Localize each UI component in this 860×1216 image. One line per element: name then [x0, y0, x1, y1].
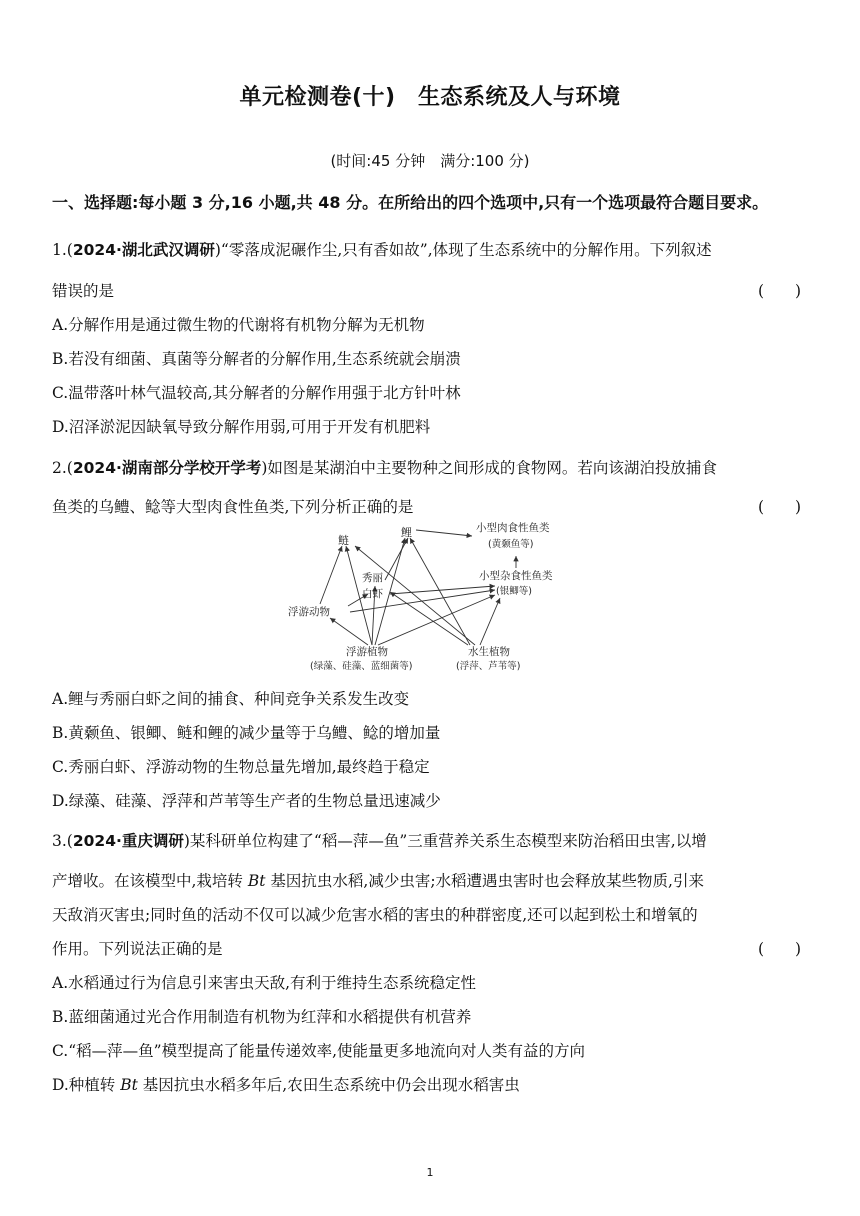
node-phytoplankton: 浮游植物	[346, 646, 388, 658]
q1-answer-blank: ( )	[758, 282, 802, 300]
node-shrimp-line2: 白虾	[362, 588, 383, 600]
q3-optd-a: D.种植转	[52, 1076, 121, 1094]
exam-info: (时间:45 分钟 满分:100 分)	[330, 152, 530, 170]
node-phytoplankton-eg: (绿藻、硅藻、蓝细菌等)	[310, 661, 413, 672]
q3-stem2-b: 基因抗虫水稻,减少虫害;水稻遭遇虫害时也会释放某些物质,引来	[265, 872, 704, 890]
node-aquatic-plants-eg: (浮萍、芦苇等)	[456, 661, 521, 672]
q2-option-d: D.绿藻、硅藻、浮萍和芦苇等生产者的生物总量迅速减少	[52, 792, 441, 810]
q3-stem-line3: 天敌消灭害虫;同时鱼的活动不仅可以减少危害水稻的害虫的种群密度,还可以起到松土和增氧的	[52, 906, 698, 924]
q2-option-b: B.黄颡鱼、银鲫、鲢和鲤的减少量等于乌鳢、鲶的增加量	[52, 724, 441, 742]
node-small-carnivore: 小型肉食性鱼类	[476, 522, 550, 534]
q2-stem-text: )如图是某湖泊中主要物种之间形成的食物网。若向该湖泊投放捕食	[261, 459, 717, 477]
q2-number: 2.(	[52, 459, 73, 477]
node-small-omnivore: 小型杂食性鱼类	[479, 570, 553, 582]
q3-number: 3.(	[52, 832, 73, 850]
node-small-omnivore-eg: (银鲫等)	[496, 586, 532, 597]
q3-stem-line1	[52, 829, 707, 851]
node-zooplankton: 浮游动物	[288, 606, 330, 618]
q3-option-b: B.蓝细菌通过光合作用制造有机物为红萍和水稻提供有机营养	[52, 1008, 472, 1026]
q3-stem-line4: 作用。下列说法正确的是	[52, 940, 223, 958]
page-number: 1	[426, 1166, 434, 1179]
q1-source: 2024·湖北武汉调研	[72, 241, 215, 259]
q2-stem-line1	[52, 456, 717, 478]
q2-answer-blank: ( )	[758, 498, 802, 516]
node-li: 鲤	[401, 526, 412, 539]
q1-option-d: D.沼泽淤泥因缺氧导致分解作用弱,可用于开发有机肥料	[52, 418, 431, 436]
node-aquatic-plants: 水生植物	[468, 646, 510, 658]
q3-stem-text: )某科研单位构建了“稻—萍—鱼”三重营养关系生态模型来防治稻田虫害,以增	[183, 832, 707, 850]
q1-option-a: A.分解作用是通过微生物的代谢将有机物分解为无机物	[52, 316, 425, 334]
food-web-diagram	[280, 520, 600, 680]
q3-answer-blank: ( )	[758, 940, 802, 958]
q2-source: 2024·湖南部分学校开学考	[72, 459, 262, 477]
q1-option-c: C.温带落叶林气温较高,其分解者的分解作用强于北方针叶林	[52, 384, 461, 402]
bt-gene-label: Bt	[120, 1076, 138, 1094]
bt-gene-label: Bt	[247, 872, 266, 890]
q2-option-c: C.秀丽白虾、浮游动物的生物总量先增加,最终趋于稳定	[52, 758, 430, 776]
q2-stem-line2: 鱼类的乌鳢、鲶等大型肉食性鱼类,下列分析正确的是	[52, 498, 414, 516]
q3-option-a: A.水稻通过行为信息引来害虫天敌,有利于维持生态系统稳定性	[52, 974, 477, 992]
section-heading: 一、选择题:每小题 3 分,16 小题,共 48 分。在所给出的四个选项中,只有一个选项最符合题目要求。	[52, 193, 769, 212]
q3-optd-b: 基因抗虫水稻多年后,农田生态系统中仍会出现水稻害虫	[137, 1076, 520, 1094]
node-shrimp-line1: 秀丽	[362, 572, 383, 584]
node-lian: 鲢	[338, 534, 349, 547]
q3-stem-line2	[52, 869, 704, 891]
q3-source: 2024·重庆调研	[72, 832, 184, 850]
q1-option-b: B.若没有细菌、真菌等分解者的分解作用,生态系统就会崩溃	[52, 350, 461, 368]
page-title: 单元检测卷(十) 生态系统及人与环境	[239, 85, 621, 110]
q3-stem2-a: 产增收。在该模型中,栽培转	[52, 872, 248, 890]
node-small-carnivore-eg: (黄颡鱼等)	[488, 539, 534, 550]
q1-stem-text: )“零落成泥碾作尘,只有香如故”,体现了生态系统中的分解作用。下列叙述	[214, 241, 712, 259]
q2-option-a: A.鲤与秀丽白虾之间的捕食、种间竞争关系发生改变	[52, 690, 410, 708]
q1-stem-line2: 错误的是	[52, 282, 115, 300]
q3-option-c: C.“稻—萍—鱼”模型提高了能量传递效率,使能量更多地流向对人类有益的方向	[52, 1042, 586, 1060]
q3-option-d	[52, 1073, 520, 1095]
q1-number: 1.(	[52, 241, 73, 259]
q1-stem-line1	[52, 238, 712, 260]
